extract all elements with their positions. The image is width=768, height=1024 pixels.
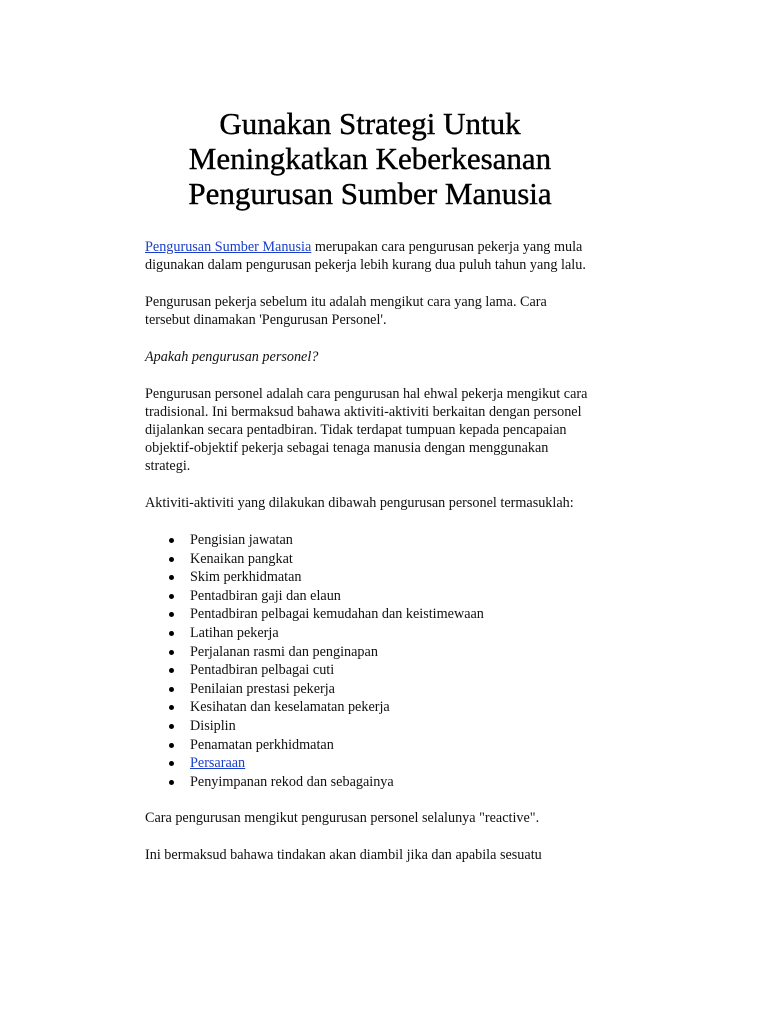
list-item [190, 754, 595, 773]
list-item: Pentadbiran pelbagai cuti [190, 661, 595, 680]
title-line-3: Pengurusan Sumber Manusia [188, 176, 552, 211]
question-text: Apakah pengurusan personel? [145, 349, 319, 365]
link-pengurusan-sumber-manusia[interactable]: Pengurusan Sumber Manusia [145, 239, 312, 255]
paragraph-personnel-history: Pengurusan pekerja sebelum itu adalah mengikut cara yang lama. Cara tersebut dinamakan 'Pengurusan Personel'. [145, 294, 547, 328]
activity-list [145, 531, 595, 791]
list-item: Perjalanan rasmi dan penginapan [190, 643, 595, 662]
list-item: Penilaian prestasi pekerja [190, 680, 595, 699]
paragraph-reactive: Cara pengurusan mengikut pengurusan personel selalunya "reactive". [145, 810, 540, 827]
list-item: Kesihatan dan keselamatan pekerja [190, 698, 595, 717]
link-persaraan[interactable]: Persaraan [190, 755, 246, 772]
article-title [145, 106, 595, 211]
list-item: Pentadbiran pelbagai kemudahan dan keistimewaan [190, 605, 595, 624]
list-item: Disiplin [190, 717, 595, 736]
paragraph-activities-intro: Aktiviti-aktiviti yang dilakukan dibawah pengurusan personel termasuklah: [145, 495, 574, 511]
intro-text: merupakan cara pengurusan pekerja yang mula digunakan dalam pengurusan pekerja lebih kurang dua puluh tahun yang lalu. [145, 239, 586, 273]
list-item: Pengisian jawatan [190, 531, 595, 550]
list-item: Penyimpanan rekod dan sebagainya [190, 773, 595, 792]
intro-paragraph [145, 238, 595, 274]
list-item: Penamatan perkhidmatan [190, 736, 595, 755]
paragraph-meaning: Ini bermaksud bahawa tindakan akan diambil jika dan apabila sesuatu [145, 847, 542, 864]
list-item: Latihan pekerja [190, 624, 595, 643]
list-item: Pentadbiran gaji dan elaun [190, 587, 595, 606]
title-line-2: Meningkatkan Keberkesanan [188, 141, 552, 176]
question-heading [145, 348, 595, 366]
paragraph-personnel-definition: Pengurusan personel adalah cara pengurusan hal ehwal pekerja mengikut cara tradisional. Ini bermaksud bahawa aktiviti-aktiviti berkaitan dengan personel dijalankan secara pentadbiran. Tidak terdapat tumpuan kepada pencapaian objektif-objektif pekerja sebagai tenaga manusia dengan menggunakan strategi. [145, 386, 588, 474]
list-item: Kenaikan pangkat [190, 550, 595, 569]
list-item: Skim perkhidmatan [190, 568, 595, 587]
title-line-1: Gunakan Strategi Untuk [219, 106, 521, 141]
document-page [145, 106, 595, 883]
